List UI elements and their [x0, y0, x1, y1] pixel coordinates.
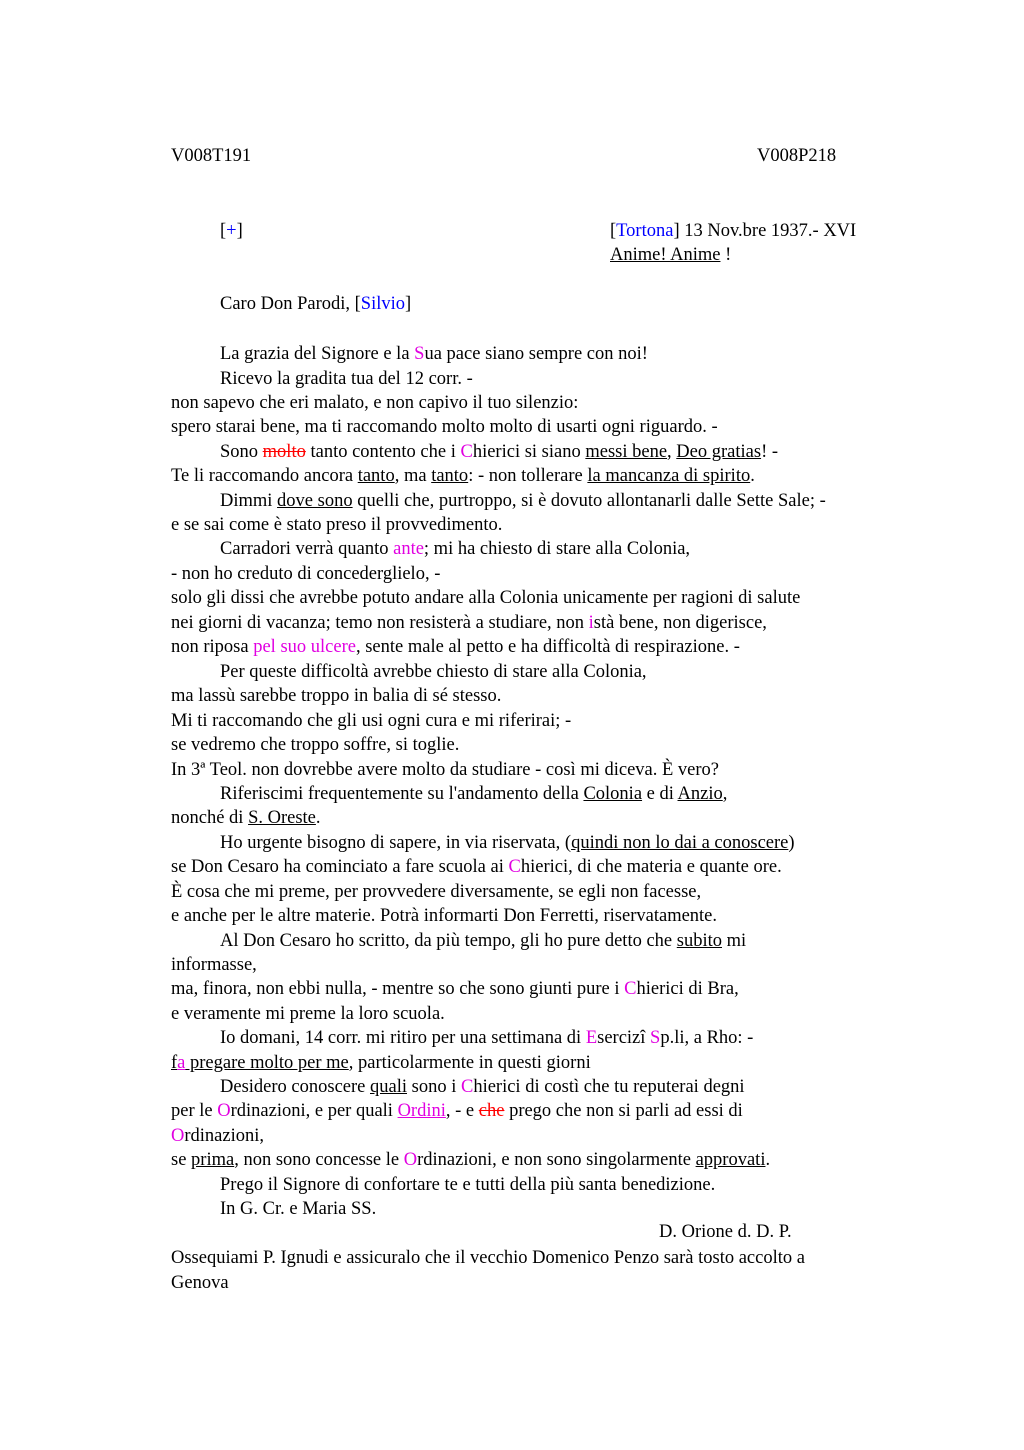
body-line: e veramente mi preme la loro scuola.	[171, 1004, 445, 1024]
body-line: non riposa pel suo ulcere, sente male al petto e ha difficoltà di respirazione. -	[171, 637, 740, 657]
body-line: Te li raccomando ancora tanto, ma tanto: - non tollerare la mancanza di spirito.	[171, 466, 755, 486]
body-line: nonché di S. Oreste.	[171, 808, 321, 828]
body-line: se vedremo che troppo soffre, si toglie.	[171, 735, 460, 755]
body-line: e anche per le altre materie. Potrà informarti Don Ferretti, riservatamente.	[171, 906, 718, 926]
body-line: Sono molto tanto contento che i Chierici si siano messi bene, Deo gratias! -	[220, 442, 779, 462]
document-code-left: V008T191	[171, 146, 252, 166]
body-line: Ricevo la gradita tua del 12 corr. -	[220, 369, 473, 389]
body-line: e se sai come è stato preso il provvedimento.	[171, 515, 503, 535]
recipient-name: Silvio	[360, 294, 406, 314]
place-date: [Tortona] 13 Nov.bre 1937.- XVI	[610, 221, 857, 241]
body-line: Ho urgente bisogno di sapere, in via riservata, (quindi non lo dai a conoscere)	[220, 833, 795, 853]
body-line: - non ho creduto di concedergliel​o, -	[171, 564, 441, 584]
body-line: In G. Cr. e Maria SS.	[220, 1199, 377, 1219]
body-line: Mi ti raccomando che gli usi ogni cura e mi riferirai; -	[171, 711, 572, 731]
body-line: Al Don Cesaro ho scritto, da più tempo, gli ho pure detto che subito mi	[220, 931, 747, 951]
body-line: Per queste difficoltà avrebbe chiesto di stare alla Colonia,	[220, 662, 647, 682]
body-line: se prima, non sono concesse le Ordinazioni, e non sono singolarmente approvati.	[171, 1150, 771, 1170]
body-line: solo gli dissi che avrebbe potuto andare alla Colonia unicamente per ragioni di salute	[171, 588, 801, 608]
postscript-line: Genova	[171, 1273, 229, 1293]
salutation: Caro Don Parodi, [Silvio]	[220, 294, 412, 314]
motto: Anime! Anime !	[610, 245, 732, 265]
body-line: se Don Cesaro ha cominciato a fare scuola ai Chierici, di che materia e quante ore.	[171, 857, 782, 877]
body-line: Prego il Signore di confortare te e tutti della più santa benedizione.	[220, 1175, 716, 1195]
body-line: Desidero conoscere quali sono i Chierici di costì che tu reputerai degni	[220, 1077, 745, 1097]
body-line: spero starai bene, ma ti raccomando molto molto di usarti ogni riguardo. -	[171, 417, 718, 437]
body-line: Dimmi dove sono quelli che, purtroppo, si è dovuto allontanarli dalle Sette Sale; -	[220, 491, 826, 511]
postscript-line: Ossequiami P. Ignudi e assicuralo che il vecchio Domenico Penzo sarà tosto accolto a	[171, 1248, 805, 1268]
body-line: ma, finora, non ebbi nulla, - mentre so che sono giunti pure i Chierici di Bra,	[171, 979, 739, 999]
body-line: In 3ª Teol. non dovrebbe avere molto da studiare - così mi diceva. È vero?	[171, 760, 720, 780]
body-line: La grazia del Signore e la Sua pace siano sempre con noi!	[220, 344, 648, 364]
body-line: fa pregare molto per me, particolarmente in questi giorni	[171, 1053, 591, 1073]
document-code-right: V008P218	[757, 146, 837, 166]
signature: D. Orione d. D. P.	[659, 1222, 792, 1242]
body-line: Carradori verrà quanto ante; mi ha chiesto di stare alla Colonia,	[220, 539, 691, 559]
body-line: Io domani, 14 corr. mi ritiro per una settimana di Esercizî Sp.li, a Rho: -	[220, 1028, 754, 1048]
body-line: non sapevo che eri malato, e non capivo il tuo silenzio:	[171, 393, 579, 413]
body-line: Riferiscimi frequentemente su l'andamento della Colonia e di Anzio,	[220, 784, 728, 804]
body-line: ma lassù sarebbe troppo in balia di sé stesso.	[171, 686, 502, 706]
body-line: nei giorni di vacanza; temo non resisterà a studiare, non istà bene, non digerisce,	[171, 613, 767, 633]
body-line: informasse,	[171, 955, 257, 975]
body-line: È cosa che mi preme, per provvedere diversamente, se egli non facesse,	[171, 882, 702, 902]
body-line: per le Ordinazioni, e per quali Ordini, - e che prego che non si parli ad essi di	[171, 1101, 743, 1121]
cross-marker: [+]	[220, 221, 243, 241]
body-line: Ordinazioni,	[171, 1126, 265, 1146]
place-name: Tortona	[616, 221, 674, 241]
